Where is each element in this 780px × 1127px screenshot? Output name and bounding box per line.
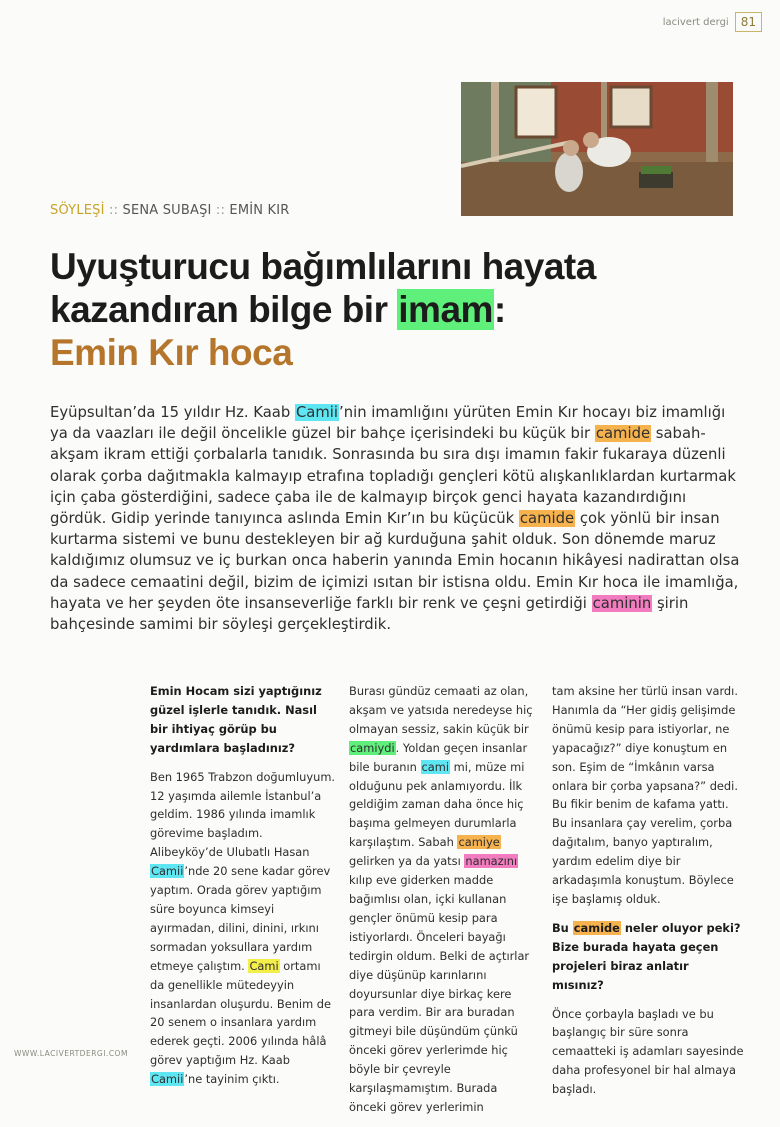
lead-paragraph bbox=[50, 402, 740, 635]
lead-text: çok yönlü bir insan kurtarma sistemi ve bunu destekleyen bir ağ kurduğuna şahit olduk. Son dönemde maruz kaldığımız olumsuz ve iç burkan onca haberin yanında Emin hocanın hikâyesi nadirattan olsa da sadece cemaatini değil, bizim de içimizi ısıtan bir istisna oldu. Emin Kır hoca ile imamlığa, hayata ve her şeyden öte insanseverliğe farklı bir renk ve çeşni getirdiği bbox=[50, 510, 740, 612]
page-number: 81 bbox=[735, 12, 762, 32]
column-1 bbox=[150, 682, 338, 1099]
section-tag: SÖYLEŞİ bbox=[50, 203, 105, 218]
answer-1-continued bbox=[349, 682, 537, 1117]
answer-text: ’ne tayinim çıktı. bbox=[184, 1072, 280, 1087]
question-1: Emin Hocam sizi yaptığınız güzel işlerle tanıdık. Nasıl bir ihtiyaç görüp bu yardımlara başladınız? bbox=[150, 684, 322, 755]
website-url: WWW.LACIVERTDERGI.COM bbox=[14, 1049, 128, 1058]
highlight-camiydi: camiydi bbox=[350, 740, 395, 755]
lead-text: ’nin imamlığını yürüten Emin Kır hocayı biz imamlığı ya da vaazları ile değil öncelikle güzel bir bahçe içerisindeki bu küçük bir bbox=[50, 404, 726, 443]
answer-text: gelirken ya da yatsı bbox=[349, 854, 465, 869]
garden-photo bbox=[461, 82, 733, 216]
highlight-camii: Camii bbox=[295, 404, 339, 421]
article-title bbox=[50, 245, 740, 374]
title-line-2 bbox=[50, 288, 740, 331]
question-text: Bu bbox=[552, 920, 573, 935]
lead-text: sabah-akşam ikram ettiği çorbalarla tanıdık. Sonrasında bu sıra dışı imamın fakir fukaraya düzenli olarak çorba dağıtmakla kalmayıp etrafına topladığı gençleri kötü alışkanlıklardan kurtarmak için çaba gösterdiğini, sadece çaba ile de kalmayıp birçok genci hayata kazandırdığını gördük. Gidip yerinde tanıyınca aslında Emin Kır’ın bu küçücük bbox=[50, 425, 736, 528]
highlight-namazini: namazını bbox=[465, 854, 518, 869]
highlight-camii: Camii bbox=[151, 864, 184, 879]
highlight-camide: camide bbox=[519, 510, 575, 528]
interviewee-name: EMİN KIR bbox=[229, 203, 290, 218]
highlight-caminin: caminin bbox=[592, 594, 652, 612]
title-line-1: Uyuşturucu bağımlılarını hayata bbox=[50, 246, 596, 287]
author-name: SENA SUBAŞI bbox=[122, 203, 212, 218]
kicker-separator: :: bbox=[211, 203, 230, 218]
answer-text: ’nde 20 sene kadar görev yaptım. Orada görev yaptığım süre boyunca kimseyi ayırmadan, dilini, dinini, ırkını sormadan yoksullara yardım etmeye çalıştım. bbox=[150, 864, 331, 973]
highlight-camiye: camiye bbox=[458, 835, 500, 850]
question-2 bbox=[552, 919, 744, 995]
magazine-name: lacivert dergi bbox=[662, 16, 729, 28]
kicker-separator: :: bbox=[104, 203, 123, 218]
answer-text: mi, müze mi olduğunu pek anlamıyordu. İlk geldiğim zaman daha önce hiç başıma gelmeyen durumlarla karşılaştım. Sabah bbox=[349, 759, 525, 850]
lead-text: Eyüpsultan’da 15 yıldır Hz. Kaab bbox=[50, 404, 295, 421]
answer-text: kılıp eve giderken madde bağımlısı olan, içki kullanan gençler önümü kesip para istiyorlardı. Önceleri bayağı tedirgin oldum. Belki de açtırlar diye düşünüp karınlarını doyursunlar diye birkaç kere para verdim. Bir ara buradan gitmeyi bile düşündüm çünkü önceki görev yerlerimde hiç böyle bir çevreyle karşılaşmamıştım. Burada önceki görev yerlerimin bbox=[349, 873, 530, 1114]
title-subtitle: Emin Kır hoca bbox=[50, 332, 293, 373]
highlight-camide: camide bbox=[595, 425, 651, 443]
answer-text: ortamı da genellikle mütedeyyin insanlardan oluşurdu. Benim de 20 senem o insanlara yardım ederek geçti. 2006 yılında hâlâ görev yaptığım Hz. Kaab bbox=[150, 958, 332, 1068]
lead-text: şirin bahçesinde samimi bir söyleşi gerçekleştirdik. bbox=[50, 594, 689, 634]
highlight-imam: imam bbox=[398, 289, 493, 330]
answer-2: Önce çorbayla başladı ve bu başlangıç bir süre sonra cemaatteki iş adamları sayesinde daha profesyonel bir hal almaya başladı. bbox=[552, 1006, 744, 1097]
article-kicker bbox=[50, 203, 290, 218]
answer-1-end: tam aksine her türlü insan vardı. Hanımla da “Her gidiş gelişimde önümü kesip para istiyorlar, ne yapacağız?” diye konuştum en son. Eşim de “İmkânın varsa onlara bir çorba yapsana?” dedi. Bu fikir benim de kafama yattı. Bu insanlara çay verelim, çorba dağıtalım, banyo yaptıralım, yardım edelim diye bir arkadaşımla konuştum. Böylece işe başlamış olduk. bbox=[552, 684, 738, 906]
highlight-cami: cami bbox=[421, 759, 450, 774]
answer-text: Burası gündüz cemaati az olan, akşam ve yatsıda neredeyse hiç olmayan sessiz, sakin küçük bir bbox=[349, 684, 533, 736]
highlight-camii: Camii bbox=[151, 1072, 184, 1087]
title-colon: : bbox=[493, 289, 506, 330]
column-2 bbox=[349, 682, 537, 1127]
answer-text: . Yoldan geçen insanlar bile buranın bbox=[349, 740, 528, 774]
column-3 bbox=[552, 682, 744, 1109]
page-header bbox=[663, 12, 762, 32]
highlight-camide: camide bbox=[573, 920, 620, 935]
answer-text: Ben 1965 Trabzon doğumluyum. 12 yaşımda ailemle İstanbul’a geldim. 1986 yılında imamlık görevime başladım. Alibeyköy’de Ulubatlı Hasan bbox=[150, 769, 336, 860]
title-text: kazandıran bilge bir bbox=[50, 289, 398, 330]
answer-1 bbox=[150, 768, 338, 1089]
question-text: neler oluyor peki? Bize burada hayata geçen projeleri biraz anlatır mısınız? bbox=[552, 920, 741, 992]
garden-photo-illustration bbox=[461, 82, 733, 216]
highlight-cami: Cami bbox=[249, 958, 279, 973]
